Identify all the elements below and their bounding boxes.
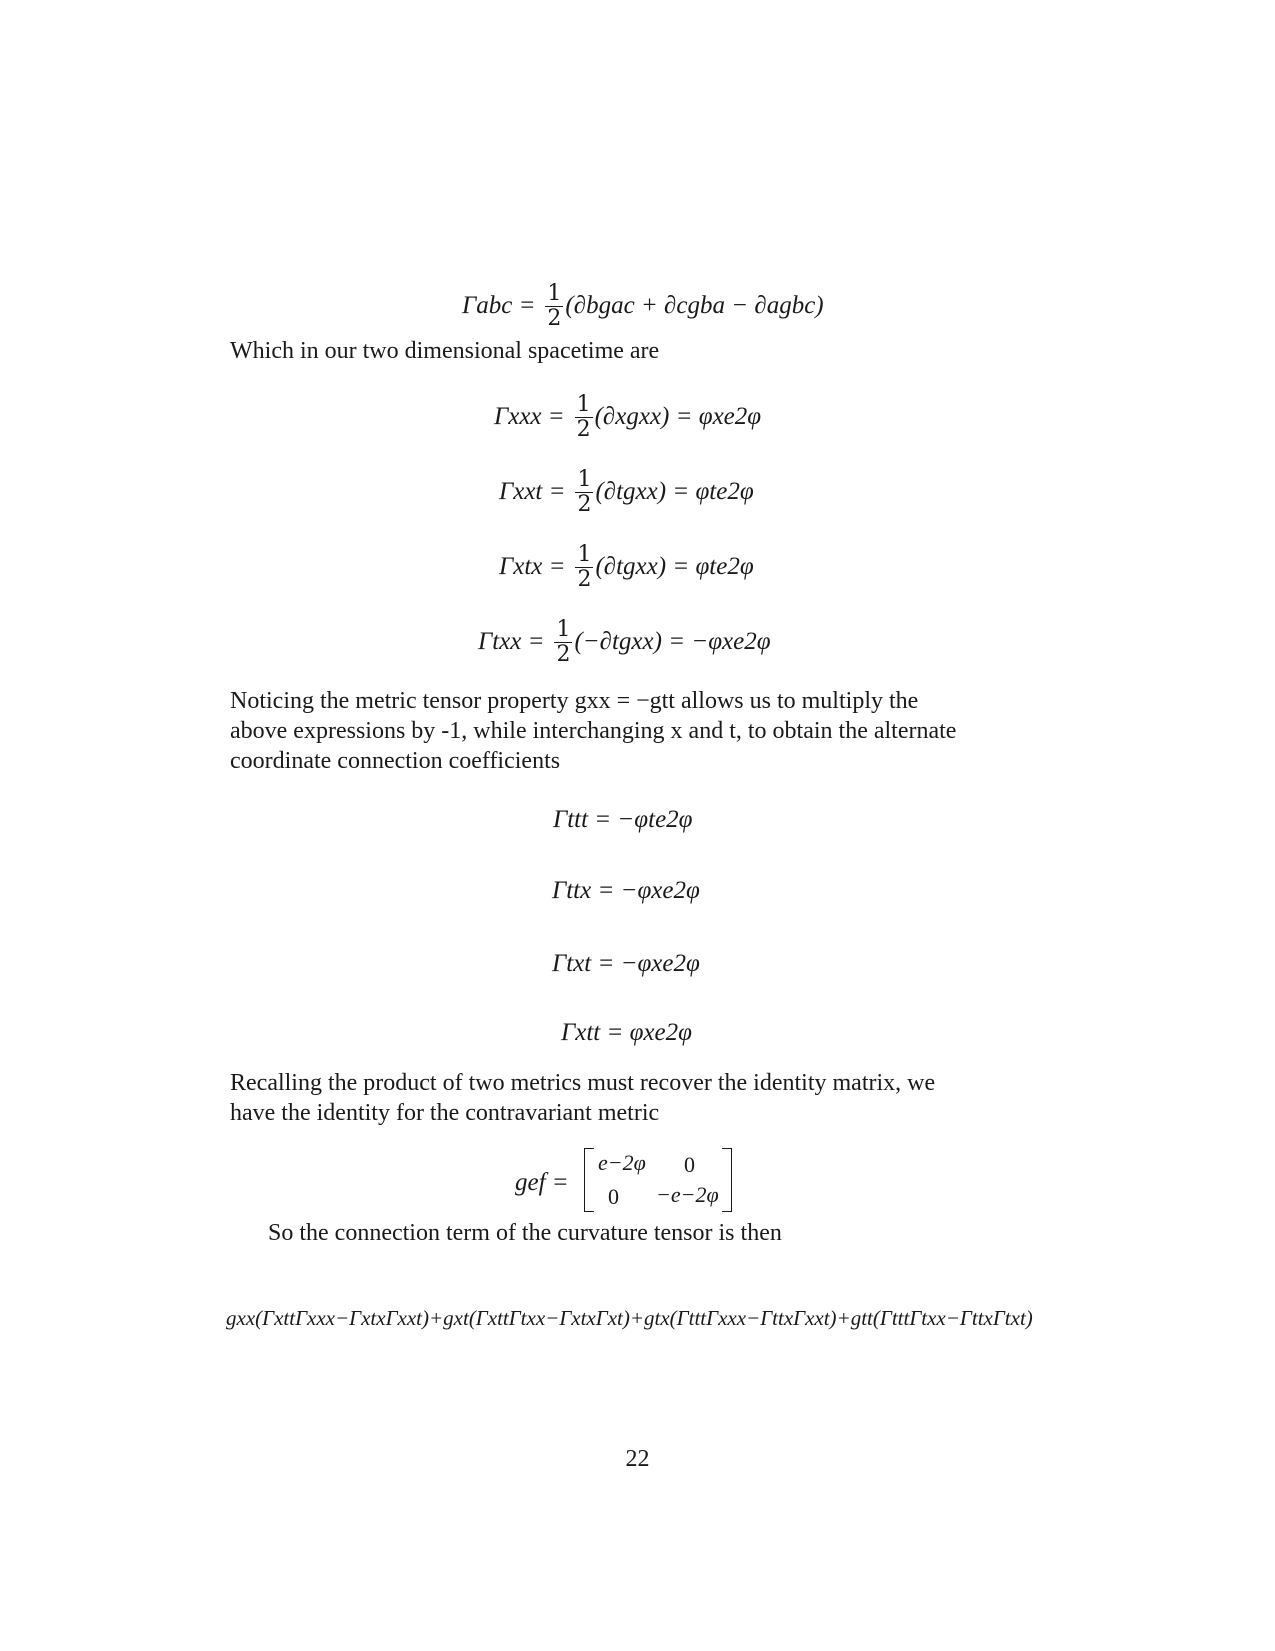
equation-gamma-xtx: Γxtx = $\frac{1}{2}$ (∂tgxx) = φte2φ [499,542,754,592]
matrix-cell-12: 0 [684,1152,695,1177]
page-number: 22 [625,1446,650,1472]
paragraph-spacetime: Which in our two dimensional spacetime are [230,338,660,364]
paragraph-identity: Recalling the product of two metrics must recover the identity matrix, we have the identity for the contravariant metric [230,1070,936,1126]
equation-gamma-xxt: Γxxt = $\frac{1}{2}$ (∂tgxx) = φte2φ [499,467,754,517]
equation-gamma-txx: Γtxx = $\frac{1}{2}$ (−∂tgxx) = −φxe2φ [478,617,771,667]
equation-rhs: (∂bgac + ∂cgba − ∂agbc) [565,292,824,319]
right-bracket [722,1148,732,1212]
equation-gamma-ttt: Γttt = −φte2φ [553,806,693,833]
left-bracket [584,1148,594,1212]
paragraph-metric-property: Noticing the metric tensor property gxx = −gtt allows us to multiply the above expressions by -1, while interchanging x and t, to obtain the alternate coordinate connection coefficients [230,688,957,774]
equation-gamma-txt: Γtxt = −φxe2φ [552,950,700,977]
fraction-half: $\frac{1}{2}$ [547,281,562,331]
metric-lhs: gef = [515,1169,569,1196]
matrix-cell-21: 0 [608,1184,619,1209]
connection-term-equation: gxx(ΓxttΓxxx−ΓxtxΓxxt)+gxt(ΓxttΓtxx−ΓxtxΓxt)+gtx(ΓtttΓxxx−ΓttxΓxxt)+gtt(ΓtttΓtxx−ΓttxΓtxt) [226,1306,1033,1330]
christoffel-definition [462,282,824,331]
equation-gamma-ttx: Γttx = −φxe2φ [552,877,700,904]
equation-gamma-xxx: Γxxx = $\frac{1}{2}$ (∂xgxx) = φxe2φ [494,392,762,442]
matrix-cell-11: e−2φ [598,1150,646,1175]
equation-lhs: Γabc = [462,292,536,319]
metric-matrix [584,1148,732,1210]
equation-gamma-xtt: Γxtt = φxe2φ [561,1019,692,1046]
paragraph-connection: So the connection term of the curvature tensor is then [268,1220,782,1246]
matrix-cell-22: −e−2φ [656,1182,719,1207]
